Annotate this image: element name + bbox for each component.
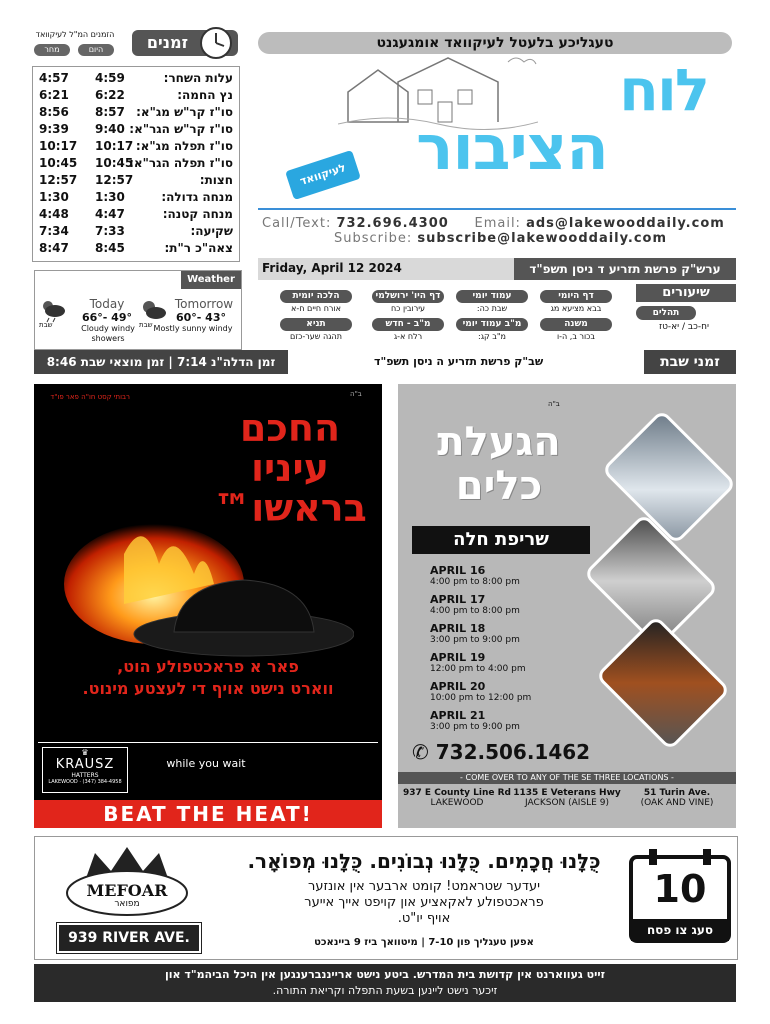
tehilim-label: תהלים: [636, 306, 696, 320]
contact-block: [262, 216, 732, 246]
footer-line2: זיכער נישט ליינען בשעת התפלה וקריאת התורה.: [272, 984, 498, 997]
col-tomorrow: מחר: [34, 44, 70, 56]
event-date: [430, 651, 526, 674]
shiur-label: מ"ב - חדש: [372, 318, 444, 331]
zmanim-header: [32, 30, 240, 66]
event-day: APRIL 21: [430, 709, 486, 722]
zman-today: 8:57: [95, 105, 125, 119]
shiur-value: מ"ב קג:: [478, 332, 506, 341]
shiur-label: דף היומי: [540, 290, 612, 303]
mefoar-body3: אויף יו"ט.: [397, 911, 451, 926]
shabbos-parsha: שב"ק פרשת תזריע ה ניסן תשפ"ד: [374, 355, 544, 368]
email-link[interactable]: ads@lakewooddaily.com: [526, 216, 725, 231]
photo-torch: [601, 409, 736, 545]
zman-today: 1:30: [95, 190, 125, 204]
come-over-bar: - COME OVER TO ANY OF THE SE THREE LOCATIONS -: [398, 772, 736, 784]
zman-today: 9:40: [95, 122, 125, 136]
phone-icon: ✆: [412, 740, 436, 764]
zman-today: 4:47: [95, 207, 125, 221]
event-day: APRIL 19: [430, 651, 486, 664]
event-time: 4:00 pm to 8:00 pm: [430, 606, 520, 616]
shiur-value: בבא מציעא מג: [550, 304, 602, 313]
beat-the-heat: BEAT THE HEAT!: [34, 800, 382, 828]
crown-icon: ♛: [81, 748, 89, 757]
ad-right-phone[interactable]: [412, 740, 592, 764]
event-time: 3:00 pm to 9:00 pm: [430, 722, 520, 732]
shabbos-times: זמן הדלה"נ 7:14 | זמן מוצאי שבת 8:46: [34, 350, 288, 374]
zman-tomorrow: 1:30: [39, 190, 69, 204]
tomorrow-temp: 60°- 43°: [175, 311, 226, 324]
zman-tomorrow: 8:56: [39, 105, 69, 119]
today-temp: 66°- 49°: [81, 311, 132, 324]
today-icon-caption: שבת: [39, 321, 53, 329]
logo-tag: לעיקוואד: [285, 150, 361, 200]
shiur-value: בכור ב, ה-ו: [556, 332, 596, 341]
zmanim-row: [33, 241, 239, 260]
location-city: (OAK AND VINE): [640, 798, 714, 808]
ad-left-bottom: [38, 742, 378, 795]
event-day: APRIL 18: [430, 622, 486, 635]
cal-label: סעג צו פסח: [646, 923, 714, 937]
location: [622, 788, 732, 808]
mefoar-logo-text: MEFOAR: [86, 881, 168, 900]
zman-tomorrow: 9:39: [39, 122, 69, 136]
event-time: 4:00 pm to 8:00 pm: [430, 577, 520, 587]
weather-box: [34, 270, 242, 350]
brand-sub: HATTERS: [71, 772, 99, 779]
shiurim-title: שיעורים: [636, 284, 736, 302]
slogan-line1: פאר א פראכטפולע הוט,: [117, 657, 299, 676]
logo-line1: לוח: [619, 56, 708, 124]
location-street: 937 E County Line Rd: [403, 788, 511, 798]
shiur-value: רלח א-ג: [393, 332, 423, 341]
zman-today: 12:57: [95, 173, 134, 187]
clock-icon: [194, 26, 238, 60]
subscribe-link[interactable]: subscribe@lakewooddaily.com: [417, 231, 668, 246]
event-day: APRIL 20: [430, 680, 486, 693]
location: [402, 788, 512, 808]
zman-name: מנחה גדולה:: [161, 190, 233, 204]
phone-number: 732.506.1462: [435, 740, 591, 764]
zman-today: 8:45: [95, 241, 125, 255]
shabbos-title: זמני שבת: [644, 350, 736, 374]
zmanim-title: זמנים: [132, 30, 238, 56]
zman-name: סו"ז תפלה הגר"א:: [129, 156, 233, 170]
event-day: APRIL 16: [430, 564, 486, 577]
shiur-value: שבת כה:: [476, 304, 508, 313]
mefoar-logo-sub: מפואר: [114, 899, 140, 909]
zmanim-table: [32, 66, 240, 262]
zman-name: צאה"כ ר"ת:: [164, 241, 233, 255]
ad-right-band: שריפת חלה: [412, 526, 590, 554]
header-tagline: טעגליכע בלעטל לעיקוואד אומגעגנט: [258, 32, 732, 54]
zman-name: סו"ז קר"ש הגר"א:: [129, 122, 233, 136]
subscribe-label: Subscribe:: [334, 231, 413, 246]
tomorrow-label: Tomorrow: [174, 297, 234, 311]
shiur-label: תניא: [280, 318, 352, 331]
zman-tomorrow: 10:17: [39, 139, 78, 153]
zman-name: מנחה קטנה:: [162, 207, 233, 221]
brand-name: KRAUSZ: [55, 757, 115, 772]
location-street: 51 Turin Ave.: [643, 788, 711, 798]
location-street: 1135 E Veterans Hwy: [513, 788, 621, 798]
shiur-label: מ"ב עמוד יומי: [456, 318, 528, 331]
shiur-value: עירובין כח: [390, 304, 426, 313]
mefoar-address: 939 RIVER AVE.: [57, 923, 201, 953]
shiur-value: אורח חיים ח-א: [291, 304, 341, 313]
zman-tomorrow: 10:45: [39, 156, 78, 170]
zman-today: 10:17: [95, 139, 134, 153]
zman-name: סו"ז תפלה מג"א:: [135, 139, 233, 153]
event-time: 3:00 pm to 9:00 pm: [430, 635, 520, 645]
call-label: Call/Text:: [262, 216, 332, 231]
zman-today: 4:59: [95, 71, 125, 85]
zman-today: 7:33: [95, 224, 125, 238]
zman-tomorrow: 8:47: [39, 241, 69, 255]
hebrew-date: ערש"ק פרשת תזריע ד ניסן תשפ"ד: [514, 258, 736, 280]
ad-left-slogan: [44, 656, 372, 700]
zman-name: נץ החמה:: [177, 88, 233, 102]
tomorrow-icon-caption: שבת: [139, 321, 153, 329]
weather-title: Weather: [181, 271, 241, 289]
event-date: [430, 622, 520, 645]
event-date: [430, 564, 520, 587]
photo-grates: [595, 615, 731, 751]
location-city: LAKEWOOD: [430, 798, 484, 808]
call-phone[interactable]: 732.696.4300: [336, 216, 449, 231]
tomorrow-desc: Mostly sunny windy: [153, 324, 233, 333]
event-date: [430, 709, 520, 732]
title-line1: הגעלת: [437, 419, 561, 465]
date-bar: [258, 258, 736, 280]
slogan-line2: ווארט נישט אויף די לעצטע מינוט.: [82, 679, 334, 698]
zman-today: 10:45: [95, 156, 134, 170]
zman-name: שקיעה:: [190, 224, 233, 238]
mefoar-body1: יעדער שטראמט! קומט ארבער אין אונזער: [307, 879, 540, 894]
footer-notice: [34, 964, 736, 1002]
event-date: [430, 680, 531, 703]
ad-left-small: רבותי קסט חו"ה פאר פו"ד: [50, 393, 130, 401]
zman-tomorrow: 7:34: [39, 224, 69, 238]
zman-tomorrow: 4:57: [39, 71, 69, 85]
location: [512, 788, 622, 808]
tehilim-value: יח-כב / יא-טז: [658, 322, 710, 332]
event-day: APRIL 17: [430, 593, 486, 606]
cal-number: 10: [653, 867, 707, 911]
shiur-label: דף היו' ירושלמי: [372, 290, 444, 303]
title-line2: כלים: [455, 463, 543, 509]
brand-city: LAKEWOOD · (347) 384-4958: [48, 779, 122, 785]
english-date: Friday, April 12 2024: [262, 261, 402, 275]
location-city: JACKSON (AISLE 9): [525, 798, 609, 808]
zman-name: חצות:: [199, 173, 233, 187]
mefoar-hours: אפען טעגליך פון 7-10 | מיטוואך ביז 9 ביינאכט: [314, 937, 534, 948]
zman-name: עלות השחר:: [163, 71, 233, 85]
event-time: 10:00 pm to 12:00 pm: [430, 693, 532, 703]
ad-right-title: [404, 420, 594, 508]
mefoar-headline: כֻּלָּנוּ חֲכָמִים. כֻּלָּנוּ נְבוֹנִים. כֻּלָּנוּ מְפוֹאָר.: [247, 849, 601, 873]
krausz-logo: [42, 747, 128, 793]
krausz-ad[interactable]: [34, 384, 382, 828]
zman-tomorrow: 4:48: [39, 207, 69, 221]
email-label: Email:: [474, 216, 521, 231]
col-today: היום: [78, 44, 114, 56]
event-time: 12:00 pm to 4:00 pm: [430, 664, 526, 674]
shiur-label: עמוד יומי: [456, 290, 528, 303]
mefoar-body2: פראכטפולע לאקאציע און קויפט אייך אייער: [304, 895, 544, 910]
shabbos-bar: [34, 350, 736, 374]
footer-line1: זייט געווארנט אין קדושת בית המדרש. ביטע נישט ארייננברענגען אין היכל הביהמ"ד און: [165, 968, 605, 981]
today-label: Today: [89, 297, 125, 311]
header-divider: [258, 208, 736, 210]
today-desc: Cloudy windy showers: [81, 324, 135, 343]
ad-left-bsd: ב"ה: [350, 390, 362, 398]
zman-today: 6:22: [95, 88, 125, 102]
zman-name: סו"ז קר"ש מג"א:: [136, 105, 233, 119]
ad-left-title: החכם עיניו בראשו™: [213, 406, 367, 530]
ad-right-bsd: ב"ה: [548, 400, 560, 408]
zman-tomorrow: 6:21: [39, 88, 69, 102]
cloud-rain-icon: [39, 297, 67, 323]
hagolas-keilim-ad[interactable]: [398, 384, 736, 828]
logo-line2: הציבור: [416, 111, 608, 184]
mefoar-ad[interactable]: [34, 836, 738, 960]
while-you-wait: while you wait: [166, 757, 246, 770]
shiur-value: תהגה שער-כזם: [290, 332, 342, 341]
zmanim-note: הזמנים המ"ל לעיקוואד: [35, 30, 115, 39]
event-date: [430, 593, 520, 616]
shiur-label: משנה: [540, 318, 612, 331]
shiur-label: הלכה יומית: [280, 290, 352, 303]
zman-tomorrow: 12:57: [39, 173, 78, 187]
